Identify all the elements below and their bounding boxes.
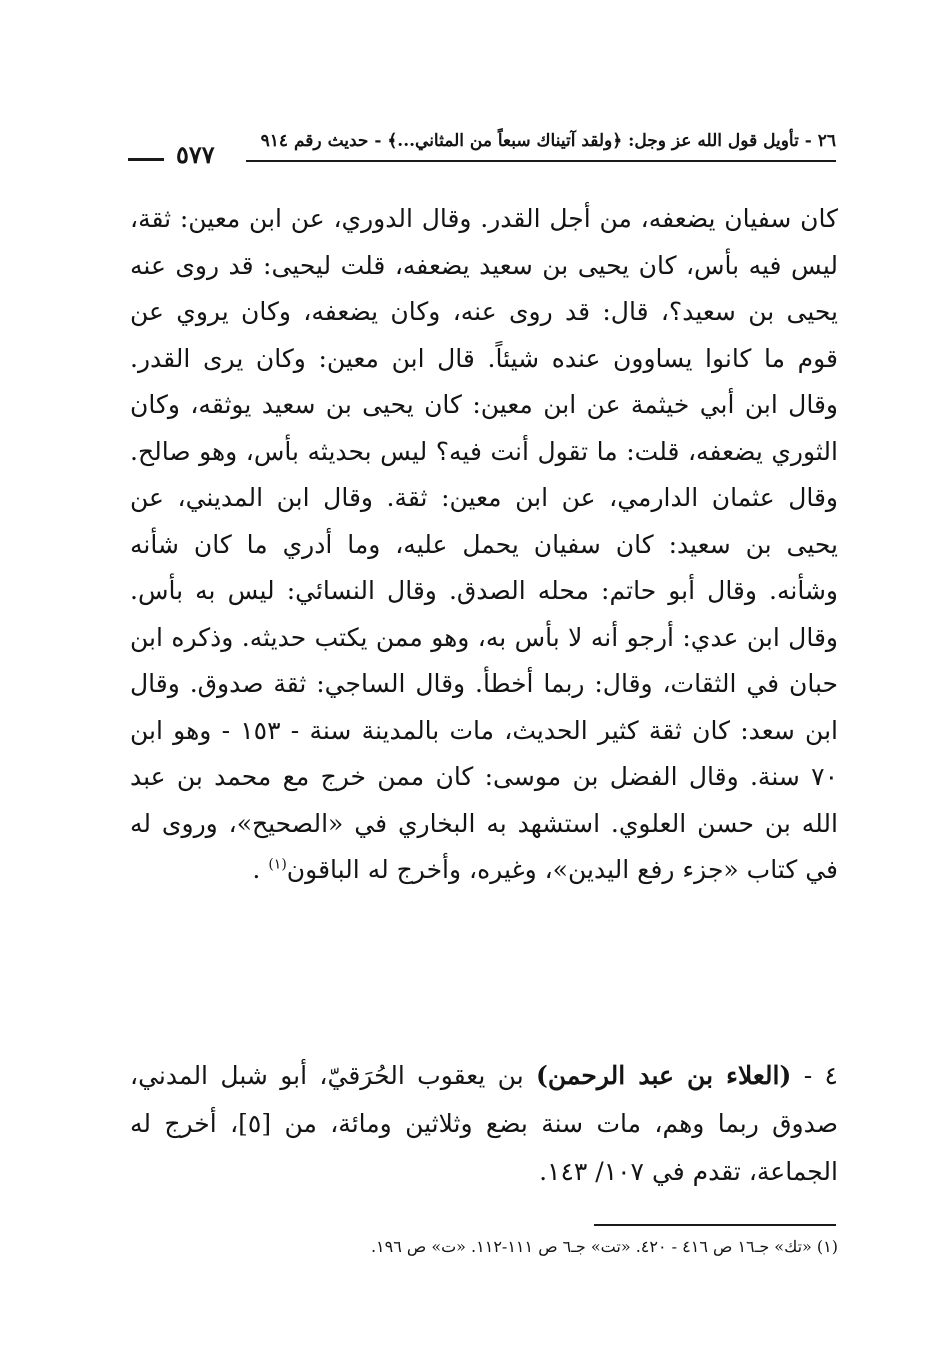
header-rule	[246, 160, 836, 162]
body-paragraph-text: كان سفيان يضعفه، من أجل القدر. وقال الدوري، عن ابن معين: ثقة، ليس فيه بأس، كان يحيى بن سعيد يضعفه، قلت ليحيى: قد روى عنه يحيى بن سعيد؟، قال: قد روى عنه، وكان يضعفه، وكان يروي عن قوم ما كانوا يساوون عنده شيئاً. قال ابن معين: وكان يرى القدر. وقال ابن أبي خيثمة عن ابن معين: كان يحيى بن سعيد يوثقه، وكان الثوري يضعفه، قلت: ما تقول أنت فيه؟ ليس بحديثه بأس، وهو صالح. وقال عثمان الدارمي، عن ابن معين: ثقة. وقال ابن المديني، عن يحيى بن سعيد: كان سفيان يحمل عليه، وما أدري ما كان شأنه وشأنه. وقال أبو حاتم: محله الصدق. وقال النسائي: ليس به بأس. وقال ابن عدي: أرجو أنه لا بأس به، وهو ممن يكتب حديثه. وذكره ابن حبان في الثقات، وقال: ربما أخطأ. وقال الساجي: ثقة صدوق. وقال ابن سعد: كان ثقة كثير الحديث، مات بالمدينة سنة - ١٥٣ - وهو ابن ٧٠ سنة. وقال الفضل بن موسى: كان ممن خرج مع محمد بن عبد الله بن حسن العلوي. استشهد به البخاري في «الصحيح»، وروى له في كتاب «جزء رفع اليدين»، وغيره، وأخرج له الباقون	[130, 204, 838, 884]
running-title: ٢٦ - تأويل قول الله عز وجل: ﴿ولقد آتيناك سبعاً من المثاني...﴾ - حديث رقم ٩١٤	[260, 131, 836, 151]
footnote: (١) «تك» جـ١٦ ص ٤١٦ - ٤٢٠. «تت» جـ٦ ص ١١١-١١٢. «ت» ص ١٩٦.	[370, 1237, 838, 1256]
body-paragraph-end: .	[252, 855, 261, 884]
entry-text: بن يعقوب الحُرَقيّ، أبو شبل المدني، صدوق ربما وهم، مات سنة بضع وثلاثين ومائة، من [٥]، أخرج له الجماعة، تقدم في ١٠٧/ ١٤٣.	[130, 1061, 838, 1186]
body-paragraph	[130, 196, 838, 894]
entry-name: (العلاء بن عبد الرحمن)	[536, 1061, 792, 1090]
narrator-entry	[130, 1052, 838, 1196]
page-number: ٥٧٧	[176, 140, 215, 169]
page-number-dash	[128, 158, 164, 161]
page-header	[128, 128, 836, 188]
main-text	[130, 196, 838, 894]
footnote-rule	[594, 1224, 836, 1226]
entry-number: ٤ -	[803, 1061, 838, 1090]
footnote-marker: (١)	[268, 856, 287, 873]
entry-paragraph	[130, 1052, 838, 1196]
